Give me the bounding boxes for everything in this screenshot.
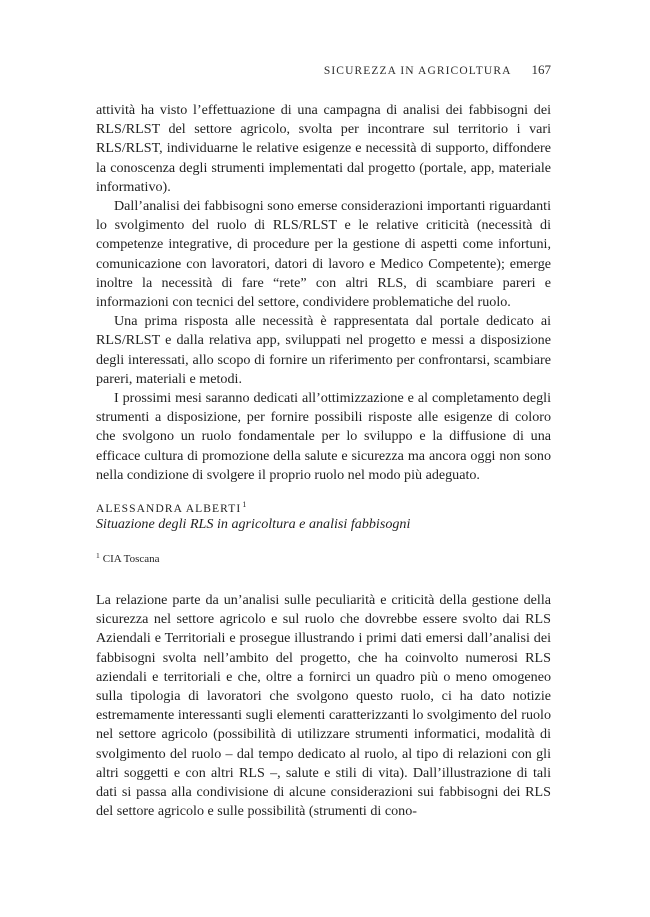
paragraph-next-months: I prossimi mesi saranno dedicati all’ottimizzazione e al completamento degli strumenti a disposizione, per fornire possibili risposte alle esigenze di coloro che svolgono un ruolo fondamentale per lo sviluppo e la diffusione di una efficace cultura di promozione della salute e sicurezza ma ancora oggi non sono nella condizione di svolgere il proprio ruolo nel modo più adeguato. [96, 390, 551, 483]
footnote-marker: 1 [96, 551, 100, 560]
author-name: ALESSANDRA ALBERTI [96, 503, 242, 515]
footnote [96, 551, 160, 565]
paragraph-needs-analysis: Dall’analisi dei fabbisogni sono emerse considerazioni importanti riguardanti lo svolgimento del ruolo di RLS/RLST e le relative criticità (necessità di competenze integrative, di procedure per la gestione di aspetti come infortuni, comunicazione con lavoratori, datori di lavoro e Medico Competente); emerge inoltre la necessità di fare “rete” con altri RLS, di scambiare pareri e informazioni con tecnici del settore, condividere problematiche del ruolo. [96, 198, 551, 311]
article-paragraph: La relazione parte da un’analisi sulle peculiarità e criticità della gestione della sicurezza nel settore agricolo e sul ruolo che dovrebbe essere svolto dai RLS Aziendali e Territoriali e prosegue illustrando i primi dati emersi dall’analisi dei fabbisogni svolta nell’ambito del progetto, che ha coinvolto numerosi RLS aziendali e territoriali e che, oltre a fornirci un quadro più o meno omogeneo sulla tipologia di lavoratori che svolgono questo ruolo, ci ha dato notizie estremamente interessanti sugli elementi caratterizzanti lo svolgimento del ruolo nel settore agricolo (possibilità di utilizzare strumenti informatici, modalità di svolgimento del ruolo – dal tempo dedicato al ruolo, al tipo di relazioni con gli altri soggetti e con altri RLS –, salute e stili di vita). Dall’illustrazione di tali dati si passa alla condivisione di alcune considerazioni sui fabbisogni dei RLS del settore agricolo e sulle possibilità (strumenti di cono- [96, 592, 551, 820]
paragraph-continued: attività ha visto l’effettuazione di una campagna di analisi dei fabbisogni dei RLS/RLST del settore agricolo, svolta per incontrare sul territorio i vari RLS/RLST, individuarne le relative esigenze e necessità di supporto, diffondere la conoscenza degli strumenti implementati dal progetto (portale, app, materiale informativo). [96, 102, 551, 195]
footnote-text: CIA Toscana [102, 553, 160, 565]
article-author [96, 500, 246, 515]
page-header [96, 62, 551, 82]
paragraph-portal-response: Una prima risposta alle necessità è rappresentata dal portale dedicato ai RLS/RLST e dalla relativa app, sviluppati nel progetto e messi a disposizione degli interessati, allo scopo di fornire un riferimento per confrontarsi, scambiare pareri, materiali e metodi. [96, 313, 551, 387]
article-title: Situazione degli RLS in agricoltura e analisi fabbisogni [96, 516, 411, 532]
article-body [96, 591, 551, 821]
running-title: SICUREZZA IN AGRICOLTURA [323, 65, 512, 77]
author-note-marker: 1 [242, 500, 247, 509]
page-number: 167 [531, 62, 551, 77]
continued-section [96, 101, 551, 485]
